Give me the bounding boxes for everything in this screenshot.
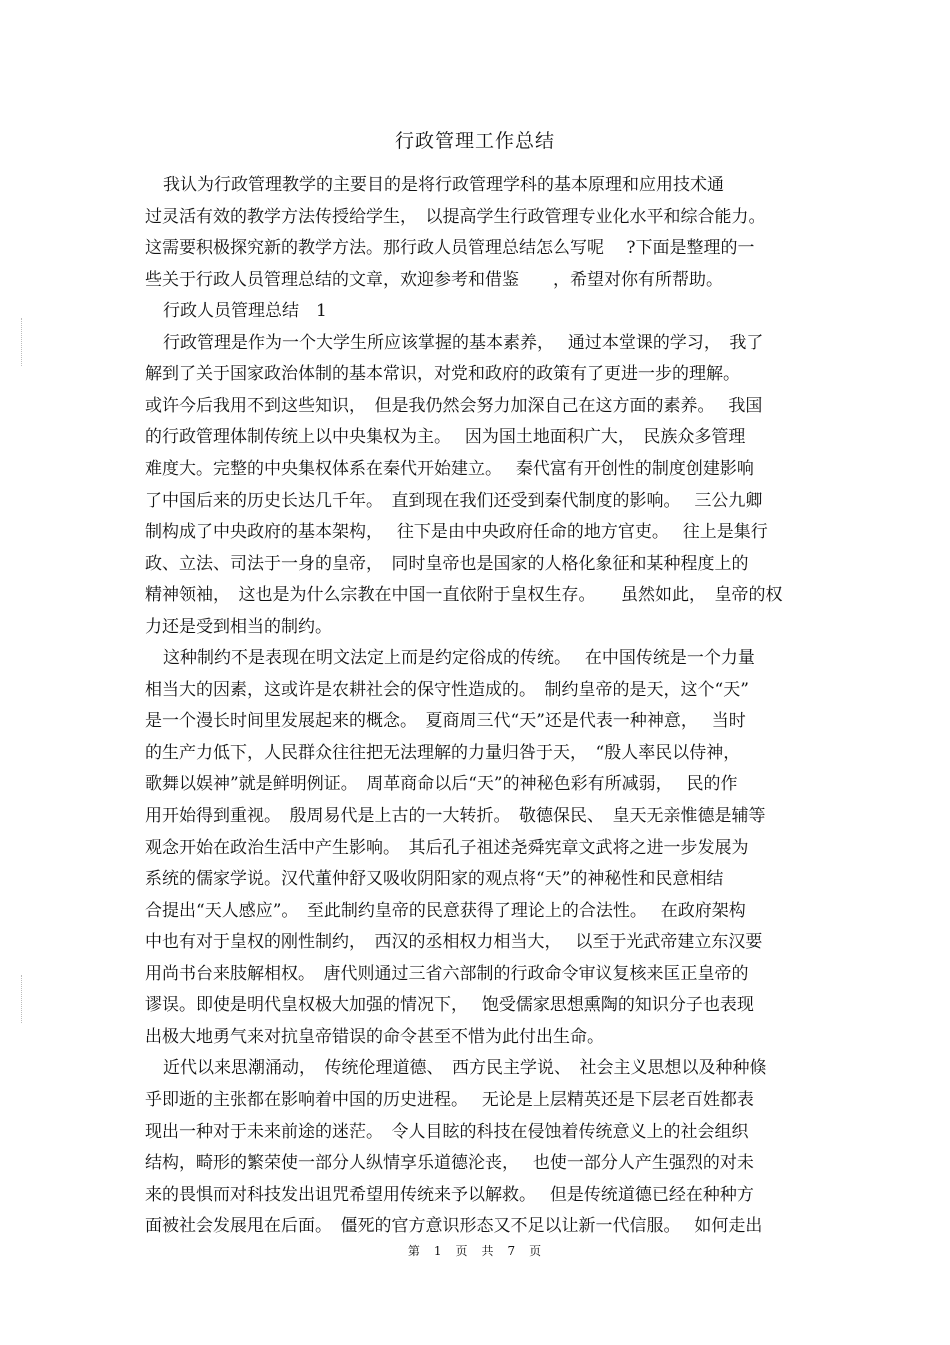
text-line: 力还是受到相当的制约。 [145, 617, 332, 637]
text-line: 了中国后来的历史长达几千年。 直到现在我们还受到秦代制度的影响。 三公九卿 [145, 491, 763, 511]
text-line: 的行政管理体制传统上以中央集权为主。 因为国土地面积广大， 民族众多管理 [145, 427, 746, 447]
text-line: 用尚书台来肢解相权。 唐代则通过三省六部制的行政命令审议复核来匡正皇帝的 [145, 964, 749, 984]
text-line: 用开始得到重视。 殷周易代是上古的一大转折。 敬德保民、 皇天无亲惟德是辅等 [145, 806, 766, 826]
text-line: 解到了关于国家政治体制的基本常识，对党和政府的政策有了更进一步的理解。 [145, 364, 740, 384]
margin-mark-top [21, 318, 22, 366]
text-line: 近代以来思潮涌动， 传统伦理道德、 西方民主学说、 社会主义思想以及种种倏 [163, 1058, 767, 1078]
margin-mark-bottom [21, 975, 22, 1023]
text-line: 是一个漫长时间里发展起来的概念。 夏商周三代“天”还是代表一种神意， 当时 [145, 711, 746, 731]
text-line: 相当大的因素，这或许是农耕社会的保守性造成的。 制约皇帝的是天，这个“天” [145, 680, 749, 700]
text-line: 行政管理是作为一个大学生所应该掌握的基本素养， 通过本堂课的学习， 我了 [163, 333, 764, 353]
text-line: 谬误。即使是明代皇权极大加强的情况下， 饱受儒家思想熏陶的知识分子也表现 [145, 995, 754, 1015]
text-line: 系统的儒家学说。汉代董仲舒又吸收阴阳家的观点将“天”的神秘性和民意相结 [145, 869, 724, 889]
text-line: 中也有对于皇权的刚性制约， 西汉的丞相权力相当大， 以至于光武帝建立东汉要 [145, 932, 763, 952]
text-line: 过灵活有效的教学方法传授给学生， 以提高学生行政管理专业化水平和综合能力。 [145, 207, 766, 227]
text-line: 现出一种对于未来前途的迷茫。 令人目眩的科技在侵蚀着传统意义上的社会组织 [145, 1122, 749, 1142]
text-line: 我认为行政管理教学的主要目的是将行政管理学科的基本原理和应用技术通 [163, 175, 724, 195]
text-line: 观念开始在政治生活中产生影响。 其后孔子祖述尧舜宪章文武将之进一步发展为 [145, 838, 749, 858]
text-line: 这需要积极探究新的教学方法。那行政人员管理总结怎么写呢 ?下面是整理的一 [145, 238, 755, 258]
text-line: 这种制约不是表现在明文法定上而是约定俗成的传统。 在中国传统是一个力量 [163, 648, 755, 668]
text-line: 制构成了中央政府的基本架构， 往下是由中央政府任命的地方官吏。 往上是集行 [145, 522, 768, 542]
text-line: 行政人员管理总结 1 [163, 301, 327, 321]
page-footer: 第 1 页 共 7 页 [407, 1244, 543, 1258]
text-line: 难度大。完整的中央集权体系在秦代开始建立。 秦代富有开创性的制度创建影响 [145, 459, 754, 479]
text-line: 些关于行政人员管理总结的文章，欢迎参考和借鉴 ，希望对你有所帮助。 [145, 270, 723, 290]
text-line: 合提出“天人感应”。 至此制约皇帝的民意获得了理论上的合法性。 在政府架构 [145, 901, 746, 921]
text-line: 来的畏惧而对科技发出诅咒希望用传统来予以解救。 但是传统道德已经在种种方 [145, 1185, 754, 1205]
text-line: 精神领袖， 这也是为什么宗教在中国一直依附于皇权生存。 虽然如此， 皇帝的权 [145, 585, 783, 605]
text-line: 的生产力低下，人民群众往往把无法理解的力量归咎于天， “殷人率民以侍神， [145, 743, 741, 763]
text-line: 歌舞以娱神”就是鲜明例证。 周革商命以后“天”的神秘色彩有所减弱， 民的作 [145, 774, 738, 794]
document-title: 行政管理工作总结 [394, 130, 555, 152]
text-line: 政、立法、司法于一身的皇帝， 同时皇帝也是国家的人格化象征和某种程度上的 [145, 554, 749, 574]
text-line: 结构，畸形的繁荣使一部分人纵情享乐道德沦丧， 也使一部分人产生强烈的对未 [145, 1153, 754, 1173]
text-line: 或许今后我用不到这些知识， 但是我仍然会努力加深自己在这方面的素养。 我国 [145, 396, 763, 416]
text-line: 面被社会发展甩在后面。 僵死的官方意识形态又不足以让新一代信服。 如何走出 [145, 1216, 763, 1236]
text-line: 出极大地勇气来对抗皇帝错误的命令甚至不惜为此付出生命。 [145, 1027, 604, 1047]
text-line: 乎即逝的主张都在影响着中国的历史进程。 无论是上层精英还是下层老百姓都表 [145, 1090, 754, 1110]
